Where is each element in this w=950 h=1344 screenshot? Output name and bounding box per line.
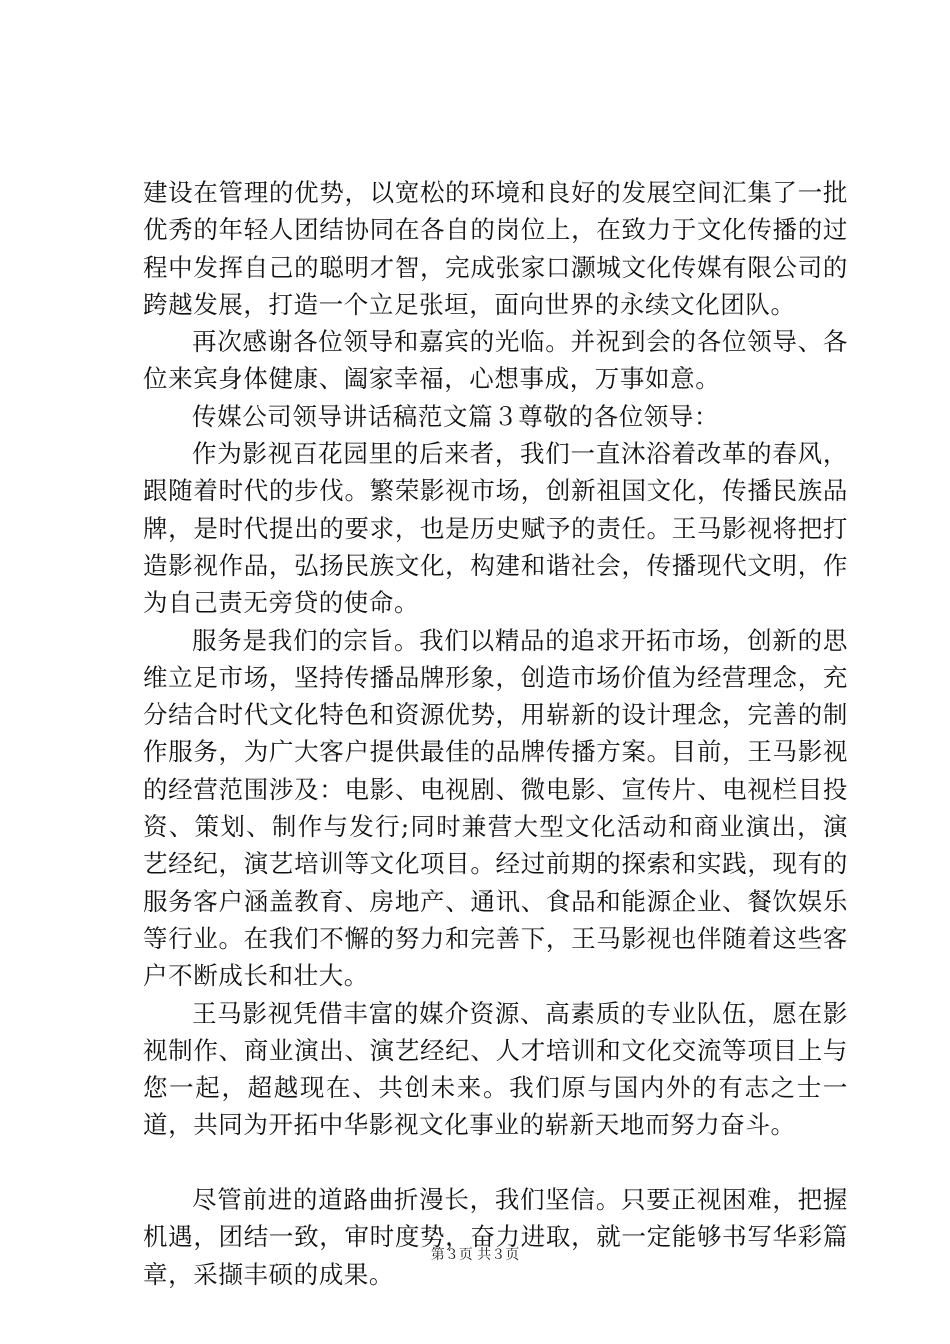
paragraph-gap <box>143 1144 848 1181</box>
paragraph-service: 服务是我们的宗旨。我们以精品的追求开拓市场，创新的思维立足市场，坚持传播品牌形象，创造市场价值为经营理念，充分结合时代文化特色和资源优势，用崭新的设计理念，完善的制作服务，为广大客户提供最佳的品牌传播方案。目前，王马影视的经营范围涉及：电影、电视剧、微电影、宣传片、电视栏目投资、策划、制作与发行;同时兼营大型文化活动和商业演出，演艺经纪，演艺培训等文化项目。经过前期的探索和实践，现有的服务客户涵盖教育、房地产、通讯、食品和能源企业、餐饮娱乐等行业。在我们不懈的努力和完善下，王马影视也伴随着这些客户不断成长和壮大。 <box>143 625 848 991</box>
paragraph-resources: 王马影视凭借丰富的媒介资源、高素质的专业队伍，愿在影视制作、商业演出、演艺经纪、人才培训和文化交流等项目上与您一起，超越现在、共创未来。我们原与国内外的有志之士一道，共同为开拓中华影视文化事业的崭新天地而努力奋斗。 <box>143 998 848 1140</box>
page-number-footer: 第３页 共３页 <box>430 1247 520 1263</box>
paragraph-thanks: 再次感谢各位领导和嘉宾的光临。并祝到会的各位领导、各位来宾身体健康、阖家幸福，心想事成，万事如意。 <box>143 327 848 394</box>
document-body <box>143 174 848 1293</box>
paragraph-closing: 尽管前进的道路曲折漫长，我们坚信。只要正视困难，把握机遇，团结一致，审时度势，奋力进取，就一定能够书写华彩篇章，采撷丰硕的成果。 <box>143 1185 848 1289</box>
paragraph-section-heading: 传媒公司领导讲话稿范文篇３尊敬的各位领导： <box>192 401 720 431</box>
paragraph-intro: 作为影视百花园里的后来者，我们一直沐浴着改革的春风，跟随着时代的步伐。繁荣影视市场，创新祖国文化，传播民族品牌，是时代提出的要求，也是历史赋予的责任。王马影视将把打造影视作品，弘扬民族文化，构建和谐社会，传播现代文明，作为自己责无旁贷的使命。 <box>143 439 848 618</box>
paragraph-continuation: 建设在管理的优势，以宽松的环境和良好的发展空间汇集了一批优秀的年轻人团结协同在各自的岗位上，在致力于文化传播的过程中发挥自己的聪明才智，完成张家口灏城文化传媒有限公司的跨越发展，打造一个立足张垣，面向世界的永续文化团队。 <box>143 178 848 319</box>
